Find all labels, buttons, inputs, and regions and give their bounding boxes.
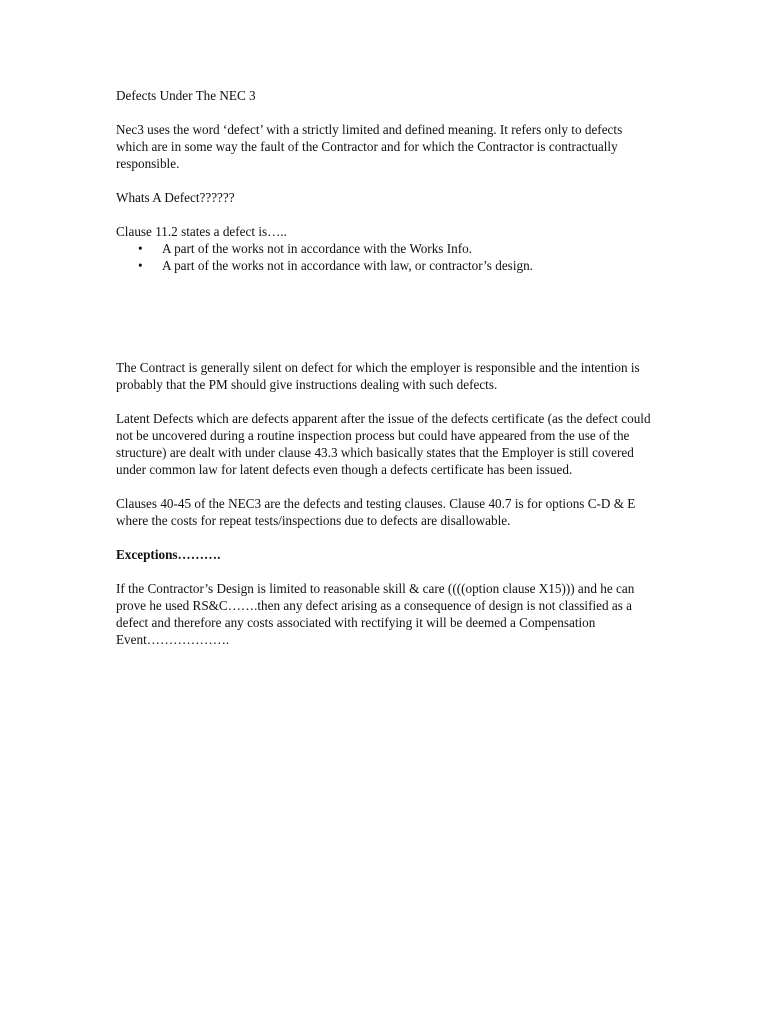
list-item (116, 257, 656, 274)
defect-bullet-list (116, 240, 656, 274)
exceptions-heading: Exceptions………. (116, 547, 221, 562)
clauses-paragraph: Clauses 40-45 of the NEC3 are the defects and testing clauses. Clause 40.7 is for options C-D & E where the costs for repeat tests/inspections due to defects are disallowable. (116, 496, 636, 528)
clause-intro: Clause 11.2 states a defect is….. (116, 224, 287, 239)
employer-paragraph: The Contract is generally silent on defect for which the employer is responsible and the intention is probably that the PM should give instructions dealing with such defects. (116, 360, 640, 392)
latent-defects-paragraph: Latent Defects which are defects apparent after the issue of the defects certificate (as the defect could not be uncovered during a routine inspection process but could have appeared from the use of the structure) are dealt with under clause 43.3 which basically states that the Employer is still covered under common law for latent defects even though a defects certificate has been issued. (116, 411, 651, 477)
list-item-text: A part of the works not in accordance with the Works Info. (162, 241, 472, 256)
list-item (116, 240, 656, 257)
bullet-icon: • (138, 258, 143, 273)
blank-space (116, 274, 656, 359)
list-item-text: A part of the works not in accordance with law, or contractor’s design. (162, 258, 533, 273)
document-title: Defects Under The NEC 3 (116, 88, 256, 103)
exceptions-paragraph: If the Contractor’s Design is limited to reasonable skill & care ((((option clause X15))) and he can prove he used RS&C…….then any defect arising as a consequence of design is not classified as a defect and therefore any costs associated with rectifying it will be deemed a Compensation Event………………. (116, 581, 635, 647)
intro-paragraph: Nec3 uses the word ‘defect’ with a strictly limited and defined meaning. It refers only to defects which are in some way the fault of the Contractor and for which the Contractor is contractually responsible. (116, 122, 623, 171)
question-heading: Whats A Defect?????? (116, 190, 235, 205)
bullet-icon: • (138, 241, 143, 256)
document-body (116, 87, 656, 665)
